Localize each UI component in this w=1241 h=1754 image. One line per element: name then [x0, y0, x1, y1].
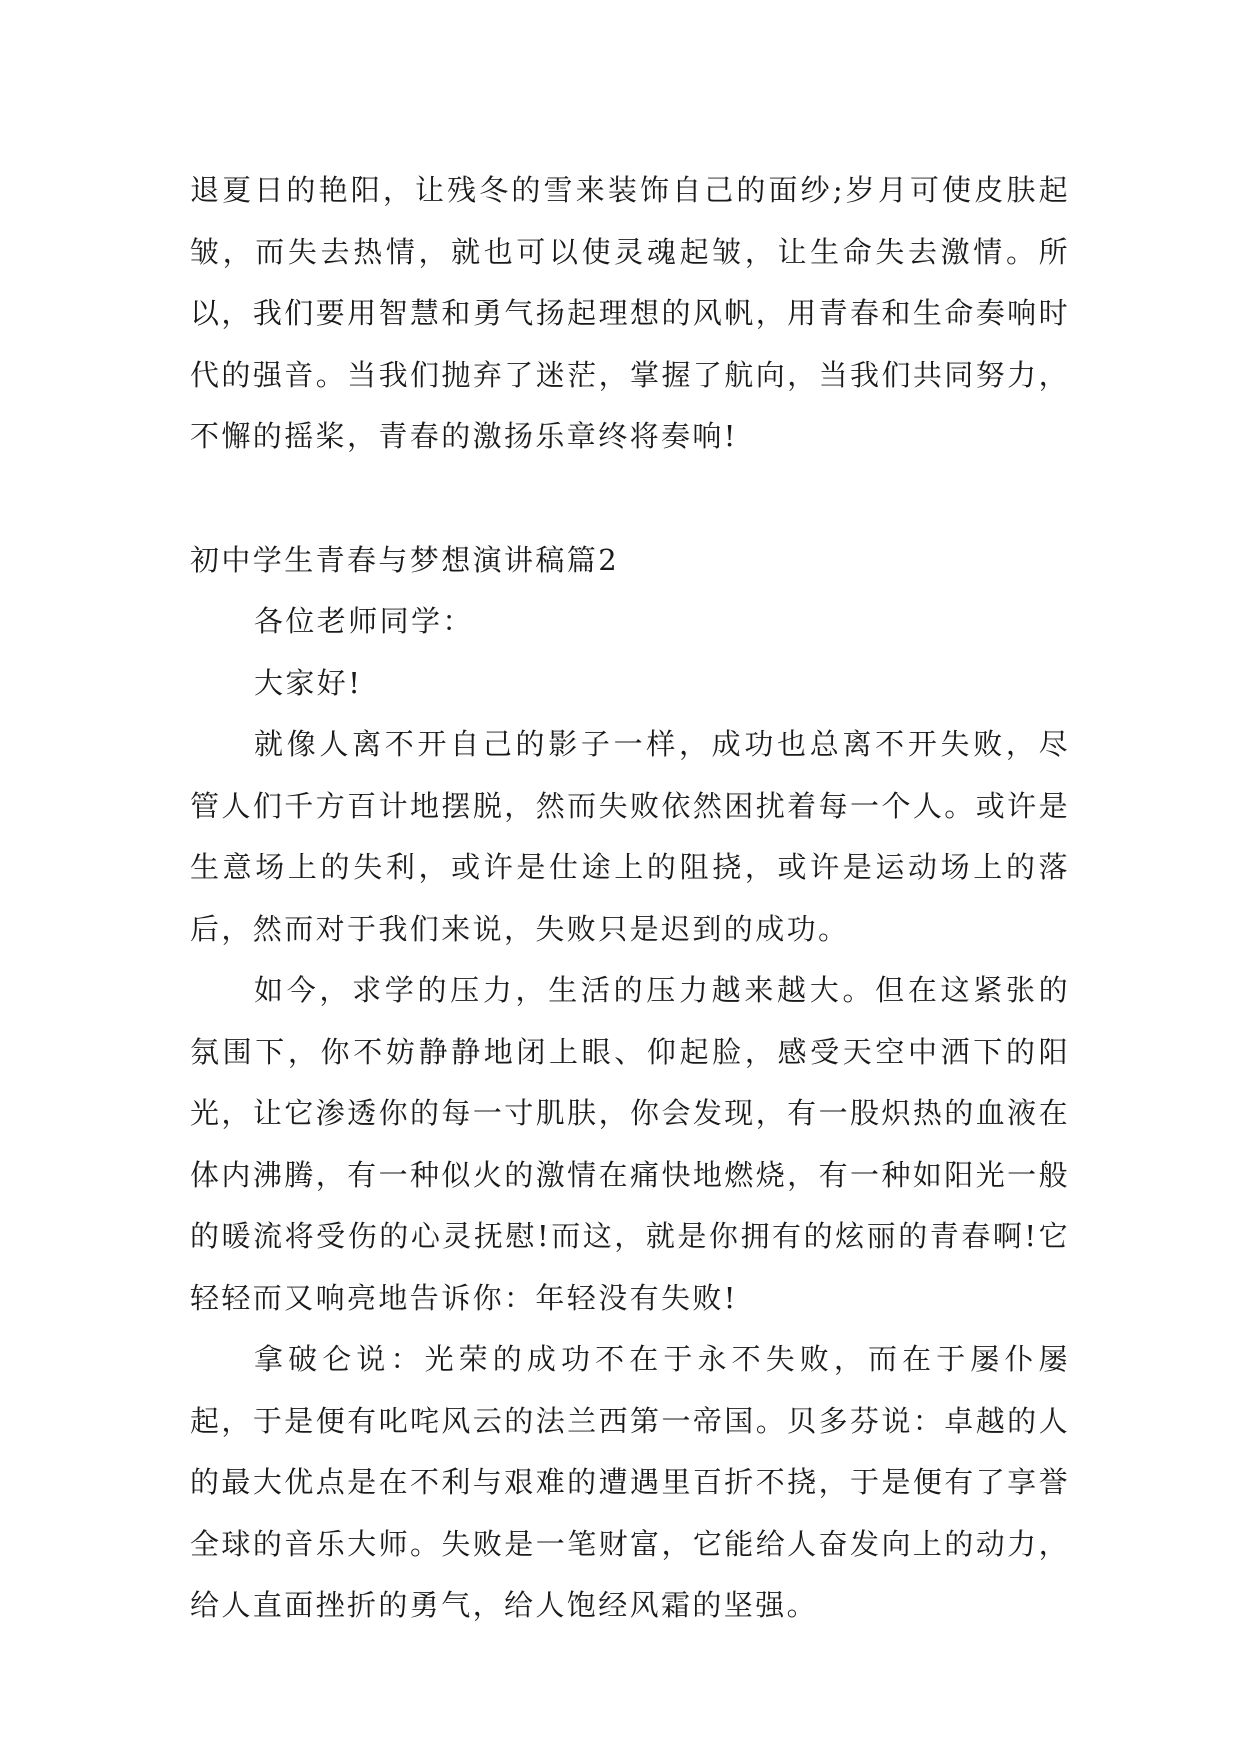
section-title: 初中学生青春与梦想演讲稿篇2 — [190, 542, 620, 577]
greeting: 大家好! — [254, 665, 363, 700]
document-body — [190, 160, 1070, 1637]
salutation: 各位老师同学： — [254, 604, 474, 638]
body-paragraph-2: 如今，求学的压力，生活的压力越来越大。但在这紧张的氛围下，你不妨静静地闭上眼、仰起脸，感受天空中洒下的阳光，让它渗透你的每一寸肌肤，你会发现，有一股炽热的血液在体内沸腾，有一种似火的激情在痛快地燃烧，有一种如阳光一般的暖流将受伤的心灵抚慰!而这，就是你拥有的炫丽的青春啊!它轻轻而又响亮地告诉你：年轻没有失败! — [190, 973, 1070, 1315]
body-paragraph-1: 就像人离不开自己的影子一样，成功也总离不开失败，尽管人们千方百计地摆脱，然而失败依然困扰着每一个人。或许是生意场上的失利，或许是仕途上的阻挠，或许是运动场上的落后，然而对于我们来说，失败只是迟到的成功。 — [190, 727, 1070, 946]
continuation-paragraph: 退夏日的艳阳，让残冬的雪来装饰自己的面纱;岁月可使皮肤起皱，而失去热情，就也可以使灵魂起皱，让生命失去激情。所以，我们要用智慧和勇气扬起理想的风帆，用青春和生命奏响时代的强音。当我们抛弃了迷茫，掌握了航向，当我们共同努力，不懈的摇桨，青春的激扬乐章终将奏响! — [190, 173, 1070, 453]
body-paragraph-3: 拿破仑说：光荣的成功不在于永不失败，而在于屡仆屡起，于是便有叱咤风云的法兰西第一帝国。贝多芬说：卓越的人的最大优点是在不利与艰难的遭遇里百折不挠，于是便有了享誉全球的音乐大师。失败是一笔财富，它能给人奋发向上的动力，给人直面挫折的勇气，给人饱经风霜的坚强。 — [190, 1342, 1070, 1622]
